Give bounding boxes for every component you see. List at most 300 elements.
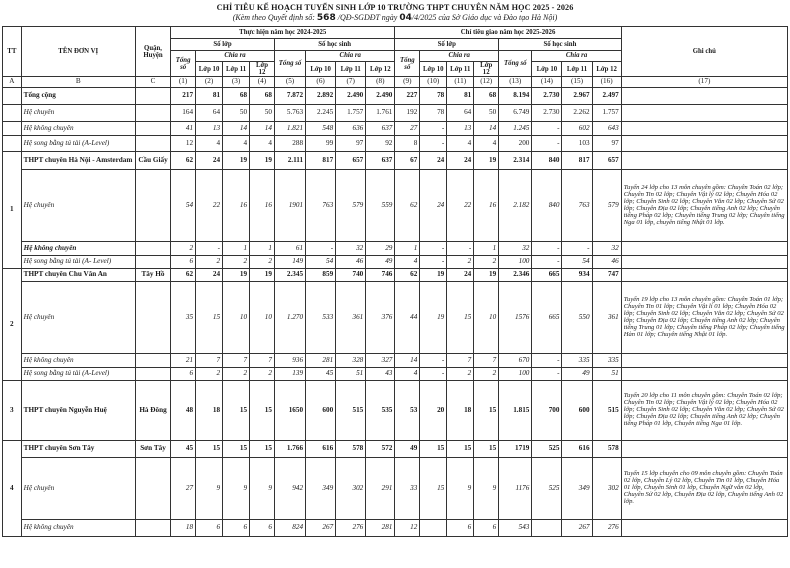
header-impl: Thực hiện năm học 2024-2025 xyxy=(171,27,395,39)
value-cell: 19 xyxy=(250,152,275,170)
value-cell: 16 xyxy=(250,170,275,242)
document-subtitle xyxy=(0,13,790,23)
value-cell: - xyxy=(420,368,447,381)
header-g12: Lớp 12 xyxy=(250,62,275,77)
value-cell: 32 xyxy=(499,242,532,256)
value-cell: 200 xyxy=(499,136,532,152)
note-cell: Tuyển 24 lớp cho 13 môn chuyên gồm: Chuyên Toán 02 lớp; Chuyên Tin 02 lớp; Chuyên Vật lý 02 lớp; Chuyên Hóa 02 lớp; Chuyên Sinh 02 lớp; Chuyên Văn 02 lớp; Chuyên Sử 02 lớp; Chuyên Địa 02 lớp; Chuyên tiếng Anh 02 lớp; Chuyên tiếng Pháp 02 lớp; Chuyên tiếng Trung 02 lớp; Chuyên tiếng Nga 01 lớp, chuyên tiếng Nhật 01 lớp. xyxy=(621,170,787,242)
value-cell: 19 xyxy=(420,282,447,354)
value-cell: 68 xyxy=(250,88,275,105)
value-cell: 657 xyxy=(592,152,621,170)
header-g10: Lớp 10 xyxy=(196,62,223,77)
column-code: C xyxy=(135,77,170,88)
value-cell: 46 xyxy=(592,256,621,269)
value-cell: 349 xyxy=(306,458,336,520)
column-code: (1) xyxy=(171,77,196,88)
value-cell: - xyxy=(532,242,562,256)
value-cell: - xyxy=(532,136,562,152)
value-cell: 4 xyxy=(447,136,474,152)
value-cell: 49 xyxy=(562,368,592,381)
value-cell: 62 xyxy=(395,170,420,242)
note-cell: Tuyển 19 lớp cho 13 môn chuyên gồm: Chuyên Toán 01 lớp; Chuyên Tin 01 lớp; Chuyên Vật lí 01 lớp; Chuyên Hóa 02 lớp; Chuyên Sinh 02 lớp; Chuyên Văn 02 lớp; Chuyên Sử 02 lớp; Chuyên Địa 02 lớp; Chuyên tiếng Anh 02 lớp; Chuyên tiếng Trung 01 lớp; Chuyên tiếng Pháp 02 lớp; Chuyên tiếng Hàn 01 lớp; Chuyên tiếng Nhật 01 lớp. xyxy=(621,282,787,354)
value-cell xyxy=(420,520,447,537)
value-cell: 7.872 xyxy=(274,88,305,105)
value-cell: 2.497 xyxy=(592,88,621,105)
value-cell: 7 xyxy=(223,354,250,368)
value-cell: 10 xyxy=(250,282,275,354)
value-cell: 637 xyxy=(366,152,395,170)
value-cell: - xyxy=(447,242,474,256)
value-cell: 6 xyxy=(171,256,196,269)
value-cell: 12 xyxy=(395,520,420,537)
header-district: Quận, Huyện xyxy=(135,27,170,77)
unit-name: Hệ không chuyên xyxy=(21,122,135,136)
value-cell: 525 xyxy=(532,458,562,520)
value-cell: 33 xyxy=(395,458,420,520)
note-cell xyxy=(621,441,787,458)
row-number xyxy=(3,122,22,136)
note-cell xyxy=(621,242,787,256)
value-cell: 302 xyxy=(336,458,366,520)
table-row xyxy=(3,136,788,152)
value-cell: 7 xyxy=(447,354,474,368)
value-cell: 51 xyxy=(592,368,621,381)
value-cell: 4 xyxy=(395,256,420,269)
value-cell: 15 xyxy=(474,441,499,458)
header-g12: Lớp 12 xyxy=(366,62,395,77)
district: Hà Đông xyxy=(135,381,170,441)
value-cell: 2 xyxy=(250,368,275,381)
document-title: CHỈ TIÊU KẾ HOẠCH TUYỂN SINH LỚP 10 TRƯỜNG THPT CHUYÊN NĂM HỌC 2025 - 2026 xyxy=(216,3,574,12)
value-cell: 97 xyxy=(592,136,621,152)
district xyxy=(135,136,170,152)
value-cell: 349 xyxy=(562,458,592,520)
row-number xyxy=(3,136,22,152)
header-notes: Ghi chú xyxy=(621,27,787,77)
value-cell: 14 xyxy=(395,354,420,368)
value-cell: 840 xyxy=(532,152,562,170)
value-cell: 15 xyxy=(420,441,447,458)
value-cell: 9 xyxy=(474,458,499,520)
value-cell: 64 xyxy=(196,105,223,122)
value-cell: 6 xyxy=(171,368,196,381)
district xyxy=(135,242,170,256)
value-cell: 578 xyxy=(592,441,621,458)
district xyxy=(135,105,170,122)
unit-name: Hệ không chuyên xyxy=(21,242,135,256)
value-cell: 550 xyxy=(562,282,592,354)
value-cell: - xyxy=(532,256,562,269)
value-cell: 2.245 xyxy=(306,105,336,122)
note-cell: Tuyển 20 lớp cho 11 môn chuyên gồm: Chuyên Toán 02 lớp; Chuyên Tin 02 lớp; Chuyên Vật lý 02 lớp; Chuyên Hóa 02 lớp; Chuyên Sinh 02 lớp; Chuyên Văn 02 lớp; Chuyên Sử 02 lớp; Chuyên Địa 02 lớp; Chuyên tiếng Anh 02 lớp; Chuyên tiếng Pháp 01 lớp, Chuyên tiếng Nga 01 lớp. xyxy=(621,381,787,441)
value-cell: 19 xyxy=(474,269,499,282)
value-cell: 49 xyxy=(366,256,395,269)
value-cell: 4 xyxy=(474,136,499,152)
value-cell: 15 xyxy=(250,381,275,441)
header-g10: Lớp 10 xyxy=(532,62,562,77)
value-cell: 8 xyxy=(395,136,420,152)
value-cell: 139 xyxy=(274,368,305,381)
value-cell: 335 xyxy=(592,354,621,368)
value-cell: 68 xyxy=(474,88,499,105)
value-cell: 15 xyxy=(447,441,474,458)
unit-name: THPT chuyên Nguyễn Huệ xyxy=(21,381,135,441)
value-cell: 328 xyxy=(336,354,366,368)
value-cell: 9 xyxy=(196,458,223,520)
note-cell xyxy=(621,256,787,269)
value-cell: 934 xyxy=(562,269,592,282)
value-cell: 54 xyxy=(562,256,592,269)
value-cell: 2.490 xyxy=(366,88,395,105)
value-cell: 20 xyxy=(420,381,447,441)
value-cell: 149 xyxy=(274,256,305,269)
value-cell: 936 xyxy=(274,354,305,368)
subtitle-middle: /QĐ-SGDĐT ngày xyxy=(335,13,400,22)
table-row xyxy=(3,122,788,136)
table-row xyxy=(3,170,788,242)
header-g10: Lớp 10 xyxy=(420,62,447,77)
value-cell: 9 xyxy=(250,458,275,520)
value-cell: 1901 xyxy=(274,170,305,242)
value-cell: 227 xyxy=(395,88,420,105)
value-cell: 2.730 xyxy=(532,105,562,122)
value-cell: 15 xyxy=(223,441,250,458)
value-cell: 335 xyxy=(562,354,592,368)
value-cell: 46 xyxy=(336,256,366,269)
unit-name: Hệ song bằng tú tài (A- Level) xyxy=(21,256,135,269)
value-cell: 99 xyxy=(306,136,336,152)
value-cell: 14 xyxy=(250,122,275,136)
value-cell: 19 xyxy=(420,269,447,282)
value-cell: 15 xyxy=(223,381,250,441)
header-split: Chia ra xyxy=(306,51,395,62)
value-cell: 763 xyxy=(562,170,592,242)
value-cell: 62 xyxy=(171,269,196,282)
value-cell: 7 xyxy=(474,354,499,368)
value-cell: 45 xyxy=(171,441,196,458)
value-cell: 2.730 xyxy=(532,88,562,105)
value-cell: 2 xyxy=(223,368,250,381)
value-cell: 67 xyxy=(395,152,420,170)
value-cell: 24 xyxy=(447,152,474,170)
header-impl-students: Số học sinh xyxy=(274,39,394,51)
value-cell: 327 xyxy=(366,354,395,368)
value-cell: 100 xyxy=(499,256,532,269)
value-cell: 43 xyxy=(366,368,395,381)
header-unit: TÊN ĐƠN VỊ xyxy=(21,27,135,77)
value-cell: 535 xyxy=(366,381,395,441)
value-cell: 1 xyxy=(395,242,420,256)
value-cell: 665 xyxy=(532,269,562,282)
value-cell: 276 xyxy=(336,520,366,537)
unit-name: Hệ song bằng tú tài (A-Level) xyxy=(21,368,135,381)
value-cell: 1.245 xyxy=(499,122,532,136)
value-cell: - xyxy=(420,122,447,136)
unit-name: THPT chuyên Hà Nội - Amsterdam xyxy=(21,152,135,170)
column-code: (4) xyxy=(250,77,275,88)
value-cell: 670 xyxy=(499,354,532,368)
value-cell: 10 xyxy=(223,282,250,354)
value-cell: 4 xyxy=(250,136,275,152)
row-number: 1 xyxy=(3,152,22,269)
value-cell: 515 xyxy=(592,381,621,441)
value-cell: 4 xyxy=(196,136,223,152)
value-cell: 2.490 xyxy=(336,88,366,105)
unit-name: THPT chuyên Sơn Tây xyxy=(21,441,135,458)
value-cell: 2 xyxy=(474,368,499,381)
column-code: (11) xyxy=(447,77,474,88)
value-cell: 1650 xyxy=(274,381,305,441)
note-cell xyxy=(621,520,787,537)
value-cell: 49 xyxy=(395,441,420,458)
value-cell: 15 xyxy=(196,441,223,458)
row-number: 4 xyxy=(3,441,22,537)
value-cell: 19 xyxy=(474,152,499,170)
value-cell: 2.262 xyxy=(562,105,592,122)
value-cell: 548 xyxy=(306,122,336,136)
value-cell: 1176 xyxy=(499,458,532,520)
value-cell: 1.270 xyxy=(274,282,305,354)
column-code: (10) xyxy=(420,77,447,88)
header-g11: Lớp 11 xyxy=(336,62,366,77)
unit-name: Hệ chuyên xyxy=(21,170,135,242)
value-cell: 747 xyxy=(592,269,621,282)
district xyxy=(135,282,170,354)
table-row xyxy=(3,88,788,105)
table-row xyxy=(3,256,788,269)
column-code: (8) xyxy=(366,77,395,88)
value-cell: 8.194 xyxy=(499,88,532,105)
note-cell xyxy=(621,122,787,136)
unit-name: Tổng cộng xyxy=(21,88,135,105)
enrollment-table xyxy=(2,26,788,537)
value-cell: 54 xyxy=(171,170,196,242)
value-cell: 62 xyxy=(171,152,196,170)
value-cell: 9 xyxy=(447,458,474,520)
header-g11: Lớp 11 xyxy=(562,62,592,77)
value-cell: 22 xyxy=(196,170,223,242)
value-cell: 636 xyxy=(336,122,366,136)
value-cell: 559 xyxy=(366,170,395,242)
value-cell: - xyxy=(532,368,562,381)
value-cell: 817 xyxy=(562,152,592,170)
district xyxy=(135,256,170,269)
value-cell: 1.761 xyxy=(366,105,395,122)
value-cell: 92 xyxy=(366,136,395,152)
table-row xyxy=(3,282,788,354)
header-total: Tổng số xyxy=(395,51,420,77)
value-cell: 24 xyxy=(420,170,447,242)
value-cell: 24 xyxy=(196,152,223,170)
value-cell: 50 xyxy=(474,105,499,122)
value-cell: 1.766 xyxy=(274,441,305,458)
value-cell: 35 xyxy=(171,282,196,354)
district xyxy=(135,458,170,520)
value-cell: 361 xyxy=(336,282,366,354)
value-cell: 6 xyxy=(223,520,250,537)
table-row xyxy=(3,520,788,537)
value-cell: 2 xyxy=(223,256,250,269)
district xyxy=(135,354,170,368)
value-cell: 12 xyxy=(171,136,196,152)
value-cell: 840 xyxy=(532,170,562,242)
value-cell: 515 xyxy=(336,381,366,441)
value-cell: 942 xyxy=(274,458,305,520)
column-code: (5) xyxy=(274,77,305,88)
value-cell: 27 xyxy=(171,458,196,520)
value-cell: 281 xyxy=(366,520,395,537)
value-cell: 18 xyxy=(196,381,223,441)
value-cell: 6.749 xyxy=(499,105,532,122)
value-cell: 643 xyxy=(592,122,621,136)
value-cell: 6 xyxy=(250,520,275,537)
column-code: (2) xyxy=(196,77,223,88)
value-cell: 267 xyxy=(562,520,592,537)
value-cell: 164 xyxy=(171,105,196,122)
column-code: (12) xyxy=(474,77,499,88)
value-cell: 41 xyxy=(171,122,196,136)
value-cell: 2 xyxy=(196,368,223,381)
column-code: (14) xyxy=(532,77,562,88)
value-cell: 97 xyxy=(336,136,366,152)
district xyxy=(135,368,170,381)
value-cell: 543 xyxy=(499,520,532,537)
unit-name: THPT chuyên Chu Văn An xyxy=(21,269,135,282)
column-code: A xyxy=(3,77,22,88)
value-cell: 2 xyxy=(196,256,223,269)
value-cell: 51 xyxy=(336,368,366,381)
header-total: Tổng số xyxy=(171,51,196,77)
row-number xyxy=(3,105,22,122)
value-cell: 2 xyxy=(447,368,474,381)
district xyxy=(135,88,170,105)
district xyxy=(135,170,170,242)
value-cell: 281 xyxy=(306,354,336,368)
value-cell: 50 xyxy=(250,105,275,122)
value-cell: 267 xyxy=(306,520,336,537)
column-code: (15) xyxy=(562,77,592,88)
value-cell: 4 xyxy=(223,136,250,152)
note-cell xyxy=(621,105,787,122)
header-g11: Lớp 11 xyxy=(447,62,474,77)
value-cell: 103 xyxy=(562,136,592,152)
value-cell: 578 xyxy=(336,441,366,458)
table-header xyxy=(3,27,788,88)
column-code: (3) xyxy=(223,77,250,88)
note-cell xyxy=(621,368,787,381)
value-cell: 579 xyxy=(336,170,366,242)
value-cell: 9 xyxy=(223,458,250,520)
decision-day: 04 xyxy=(399,13,412,23)
value-cell: 15 xyxy=(420,458,447,520)
value-cell: 1.757 xyxy=(336,105,366,122)
value-cell: 291 xyxy=(366,458,395,520)
value-cell: 18 xyxy=(447,381,474,441)
value-cell: 2 xyxy=(474,256,499,269)
row-number xyxy=(3,88,22,105)
value-cell: 1 xyxy=(474,242,499,256)
value-cell: - xyxy=(532,122,562,136)
value-cell: 50 xyxy=(223,105,250,122)
value-cell: 2 xyxy=(250,256,275,269)
value-cell: 2.892 xyxy=(306,88,336,105)
value-cell: 2.967 xyxy=(562,88,592,105)
value-cell: 579 xyxy=(592,170,621,242)
value-cell: 6 xyxy=(447,520,474,537)
value-cell: - xyxy=(420,256,447,269)
value-cell: 602 xyxy=(562,122,592,136)
value-cell: 525 xyxy=(532,441,562,458)
value-cell: 19 xyxy=(223,152,250,170)
district xyxy=(135,520,170,537)
value-cell: 24 xyxy=(420,152,447,170)
value-cell: 53 xyxy=(395,381,420,441)
value-cell: 64 xyxy=(447,105,474,122)
header-target-classes: Số lớp xyxy=(395,39,499,51)
value-cell: 637 xyxy=(366,122,395,136)
value-cell: 817 xyxy=(306,152,336,170)
value-cell: 2 xyxy=(447,256,474,269)
column-codes-row xyxy=(3,77,788,88)
value-cell: 61 xyxy=(274,242,305,256)
value-cell: 19 xyxy=(223,269,250,282)
value-cell: 19 xyxy=(250,269,275,282)
subtitle-suffix: /4/2025 của Sở Giáo dục và Đào tạo Hà Nội) xyxy=(411,13,558,22)
value-cell: 68 xyxy=(223,88,250,105)
value-cell: 2 xyxy=(171,242,196,256)
value-cell xyxy=(532,520,562,537)
value-cell: 824 xyxy=(274,520,305,537)
value-cell: 1 xyxy=(223,242,250,256)
value-cell: 2.346 xyxy=(499,269,532,282)
decision-number: 568 xyxy=(316,13,336,23)
value-cell: 29 xyxy=(366,242,395,256)
table-row xyxy=(3,354,788,368)
value-cell: 13 xyxy=(196,122,223,136)
value-cell: - xyxy=(532,354,562,368)
value-cell: 15 xyxy=(474,381,499,441)
district: Cầu Giấy xyxy=(135,152,170,170)
value-cell: 600 xyxy=(306,381,336,441)
value-cell: - xyxy=(562,242,592,256)
value-cell: 16 xyxy=(474,170,499,242)
table-body xyxy=(3,88,788,537)
value-cell: 572 xyxy=(366,441,395,458)
note-cell xyxy=(621,152,787,170)
value-cell: 15 xyxy=(250,441,275,458)
value-cell: 81 xyxy=(447,88,474,105)
value-cell: 14 xyxy=(223,122,250,136)
subtitle-prefix: (Kèm theo Quyết định số: xyxy=(232,13,317,22)
value-cell: 32 xyxy=(336,242,366,256)
unit-name: Hệ không chuyên xyxy=(21,520,135,537)
value-cell: 1.757 xyxy=(592,105,621,122)
value-cell: 6 xyxy=(474,520,499,537)
value-cell: 657 xyxy=(336,152,366,170)
value-cell: 13 xyxy=(447,122,474,136)
value-cell: - xyxy=(420,136,447,152)
table-row xyxy=(3,368,788,381)
value-cell: 1 xyxy=(250,242,275,256)
header-split: Chia ra xyxy=(420,51,499,62)
value-cell: 24 xyxy=(447,269,474,282)
value-cell: - xyxy=(420,354,447,368)
header-total: Tổng số xyxy=(499,51,532,77)
value-cell: 78 xyxy=(420,88,447,105)
header-target: Chỉ tiêu giao năm học 2025-2026 xyxy=(395,27,621,39)
district: Sơn Tây xyxy=(135,441,170,458)
value-cell: 81 xyxy=(196,88,223,105)
